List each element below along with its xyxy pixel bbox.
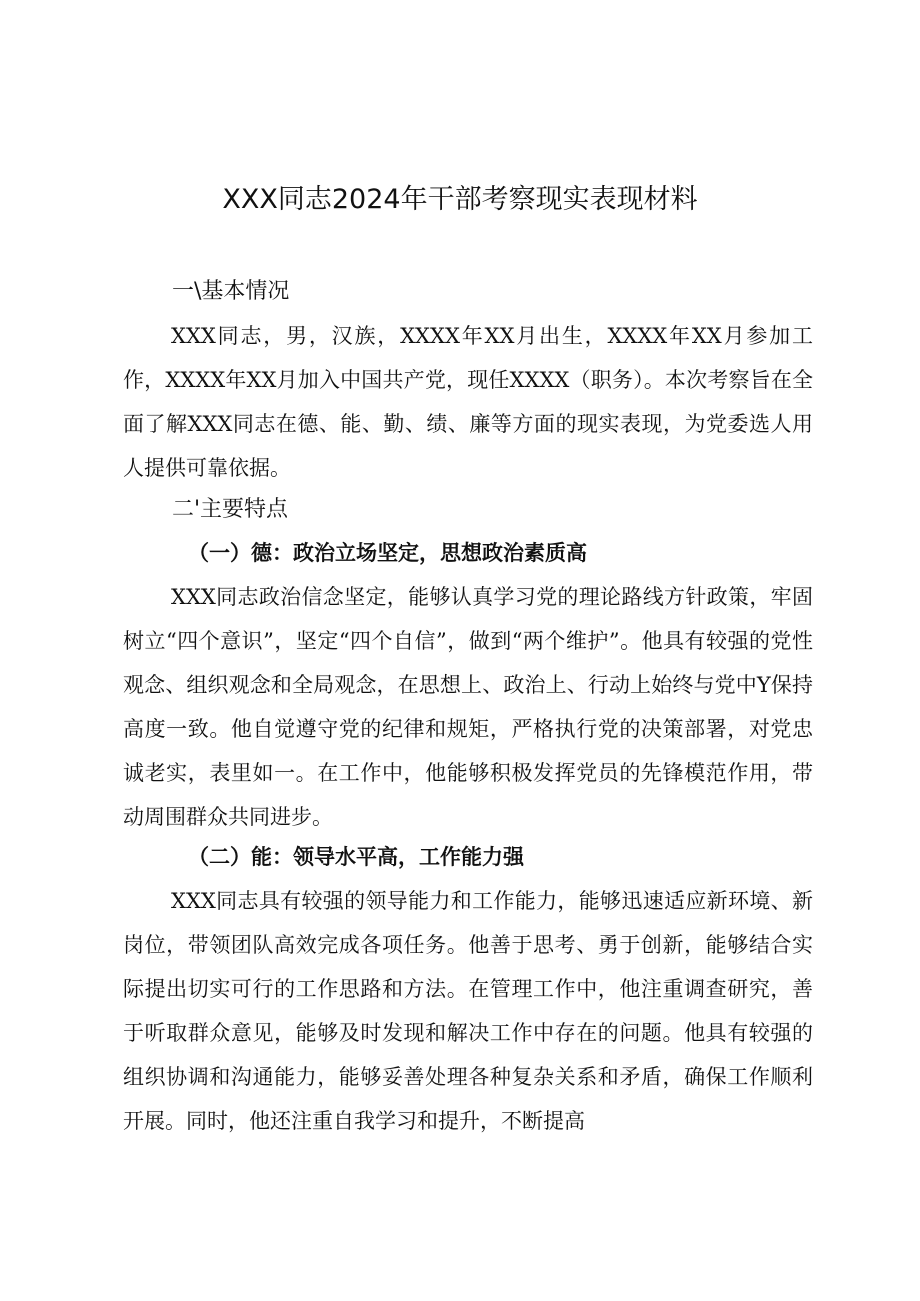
subsection-heading-morality: （一）德：政治立场坚定，思想政治素质高 <box>188 540 587 565</box>
section-heading-main-features: 二'主要特点 <box>172 497 289 522</box>
paragraph-ability: XXX同志具有较强的领导能力和工作能力，能够迅速适应新环境、新岗位，带领团队高效完成各项任务。他善于思考、勇于创新，能够结合实际提出切实可行的工作思路和方法。在管理工作中，他注重调查研究，善于听取群众意见，能够及时发现和解决工作中存在的问题。他具有较强的组织协调和沟通能力，能够妥善处理各种复杂关系和矛盾，确保工作顺利开展。同时，他还注重自我学习和提升，不断提高 <box>123 889 813 1133</box>
paragraph-morality: XXX同志政治信念坚定，能够认真学习党的理论路线方针政策，牢固树立“四个意识”，坚定“四个自信”，做到“两个维护”。他具有较强的党性观念、组织观念和全局观念，在思想上、政治上、行动上始终与党中Y保持高度一致。他自觉遵守党的纪律和规矩，严格执行党的决策部署，对党忠诚老实，表里如一。在工作中，他能够积极发挥党员的先锋模范作用，带动周围群众共同进步。 <box>123 585 813 829</box>
document-title: XXX同志2024年干部考察现实表现材料 <box>222 184 698 215</box>
paragraph-basic-info: XXX同志，男，汉族，XXXX年XX月出生，XXXX年XX月参加工作，XXXX年XX月加入中国共产党，现任XXXX（职务）。本次考察旨在全面了解XXX同志在德、能、勤、绩、廉等方面的现实表现，为党委选人用人提供可靠依据。 <box>123 324 813 480</box>
section-heading-basic-info: 一\基本情况 <box>172 279 290 304</box>
subsection-heading-ability: （二）能：领导水平高，工作能力强 <box>188 844 524 869</box>
